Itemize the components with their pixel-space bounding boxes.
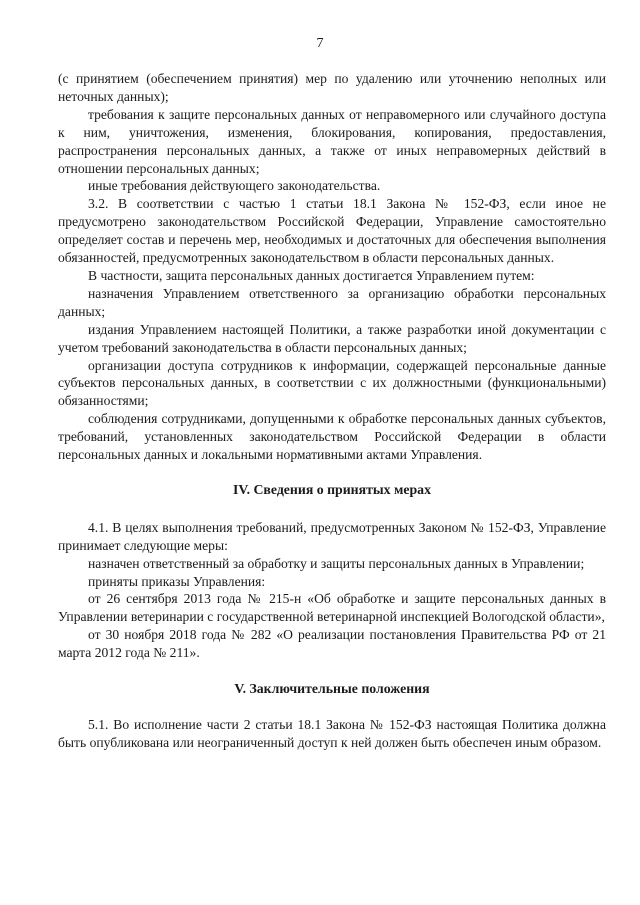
section-heading: V. Заключительные положения <box>234 681 430 697</box>
paragraph: 5.1. Во исполнение части 2 статьи 18.1 Закона № 152-ФЗ настоящая Политика должна быть опубликована или неограниченный доступ к ней должен быть обеспечен иным образом. <box>58 717 606 750</box>
paragraph: 4.1. В целях выполнения требований, предусмотренных Законом № 152-ФЗ, Управление принимает следующие меры: <box>58 519 606 553</box>
paragraph: требования к защите персональных данных от неправомерного или случайного доступа к ним, уничтожения, изменения, блокирования, копирования, предоставления, распространения персональных данных, а также от иных неправомерных действий в отношении персональных данных; <box>58 106 606 176</box>
section-heading: IV. Сведения о принятых мерах <box>233 481 431 497</box>
paragraph: В частности, защита персональных данных достигается Управлением путем: <box>88 267 535 283</box>
paragraph: организации доступа сотрудников к информации, содержащей персональные данные субъектов персональных данных, в соответствии с их должностными (функциональными) обязанностями; <box>58 357 606 409</box>
page-content <box>58 70 606 752</box>
paragraph: приняты приказы Управления: <box>88 573 266 589</box>
paragraph: (с принятием (обеспечением принятия) мер по удалению или уточнению неполных или неточных данных); <box>58 71 606 104</box>
paragraph: назначения Управлением ответственного за организацию обработки персональных данных; <box>58 285 606 319</box>
paragraph: от 26 сентября 2013 года № 215-н «Об обработке и защите персональных данных в Управлении ветеринарии с государственной ветеринарной инспекцией Вологодской области», <box>58 591 606 625</box>
paragraph: соблюдения сотрудниками, допущенными к обработке персональных данных субъектов, требований, установленных законодательством Российской Федерации в области персональных данных и локальными нормативными актами Управления. <box>58 411 606 463</box>
paragraph: издания Управлением настоящей Политики, а также разработки иной документации с учетом требований законодательства в области персональных данных; <box>58 321 606 355</box>
paragraph: назначен ответственный за обработку и защиты персональных данных в Управлении; <box>88 555 585 571</box>
paragraph: от 30 ноября 2018 года № 282 «О реализации постановления Правительства РФ от 21 марта 2012 года № 211». <box>58 627 606 661</box>
paragraph: иные требования действующего законодательства. <box>88 178 381 194</box>
page-number: 7 <box>316 36 324 51</box>
paragraph: 3.2. В соответствии с частью 1 статьи 18.1 Закона № 152-ФЗ, если иное не предусмотрено законодательством Российской Федерации, Управление самостоятельно определяет состав и перечень мер, необходимых и достаточных для обеспечения выполнения обязанностей, предусмотренных законодательством в области персональных данных. <box>58 196 606 266</box>
